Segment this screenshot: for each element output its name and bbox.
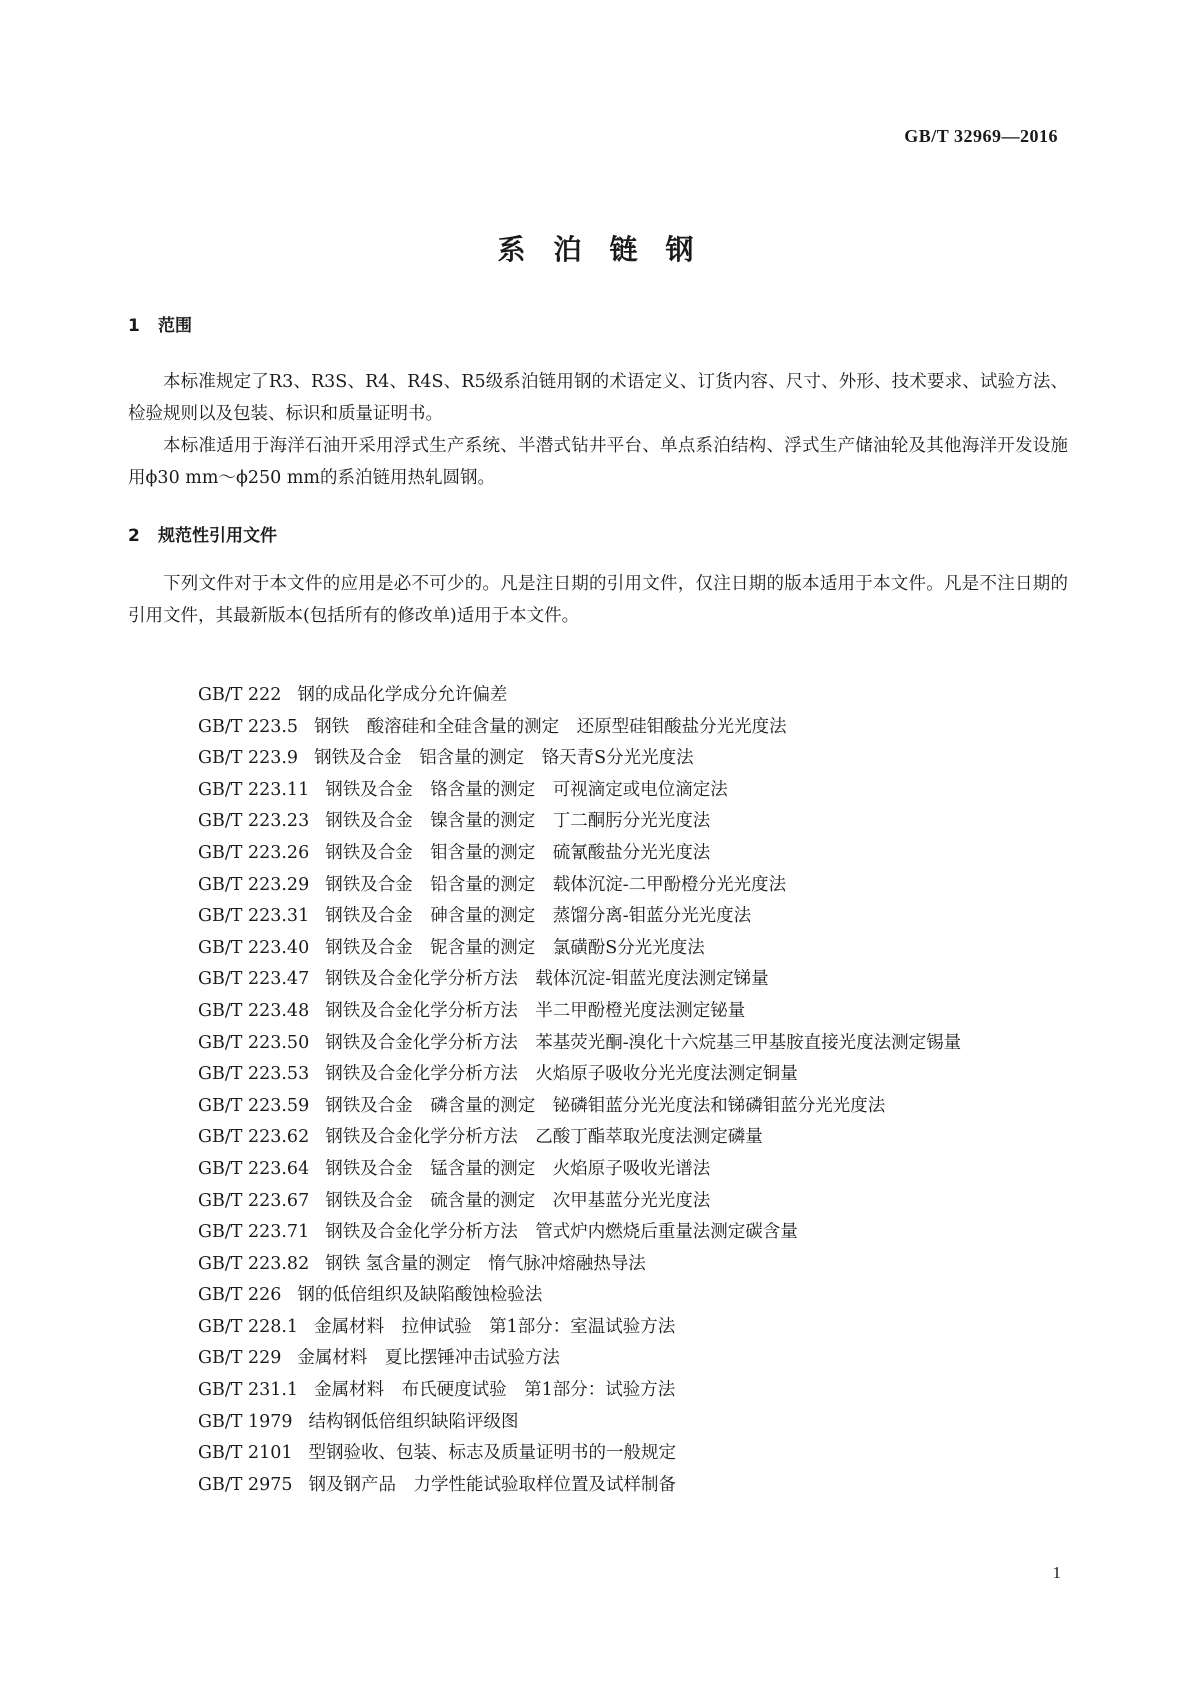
list-item — [128, 1028, 1068, 1060]
reference-title: 钢铁及合金化学分析方法 苯基荧光酮-溴化十六烷基三甲基胺直接光度法测定锡量 — [325, 1032, 962, 1053]
reference-title: 钢铁及合金 铝含量的测定 铬天青S分光光度法 — [314, 748, 694, 769]
list-item — [128, 743, 1068, 775]
reference-title: 钢及钢产品 力学性能试验取样位置及试样制备 — [308, 1474, 677, 1495]
section-1-heading — [128, 311, 192, 336]
reference-code: GB/T 2101 — [198, 1443, 293, 1464]
reference-code: GB/T 223.5 — [198, 716, 299, 737]
section-number: 2 — [128, 526, 140, 546]
list-item — [128, 1122, 1068, 1154]
scope-paragraph-1: 本标准规定了R3、R3S、R4、R4S、R5级系泊链用钢的术语定义、订货内容、尺寸、外形、技术要求、试验方法、检验规则以及包装、标识和质量证明书。 — [128, 372, 1068, 424]
reference-code: GB/T 223.23 — [198, 811, 310, 832]
list-item — [128, 1249, 1068, 1281]
reference-code: GB/T 223.64 — [198, 1158, 310, 1179]
list-item — [128, 1217, 1068, 1249]
document-title: 系泊链钢 — [497, 233, 722, 266]
list-item — [128, 1438, 1068, 1470]
reference-title: 钢铁及合金化学分析方法 管式炉内燃烧后重量法测定碳含量 — [325, 1222, 798, 1243]
reference-title: 钢的成品化学成分允许偏差 — [297, 685, 508, 705]
reference-title: 金属材料 布氏硬度试验 第1部分：试验方法 — [314, 1380, 676, 1401]
list-item — [128, 1407, 1068, 1439]
reference-code: GB/T 223.82 — [198, 1253, 310, 1274]
references-intro-paragraph: 下列文件对于本文件的应用是必不可少的。凡是注日期的引用文件，仅注日期的版本适用于本文件。凡是不注日期的引用文件，其最新版本(包括所有的修改单)适用于本文件。 — [128, 574, 1068, 626]
list-item — [128, 1312, 1068, 1344]
list-item — [128, 712, 1068, 744]
reference-title: 钢铁及合金 砷含量的测定 蒸馏分离-钼蓝分光光度法 — [325, 906, 752, 927]
list-item — [128, 933, 1068, 965]
reference-code: GB/T 223.67 — [198, 1190, 310, 1211]
reference-code: GB/T 223.71 — [198, 1222, 310, 1243]
reference-title: 钢铁及合金化学分析方法 乙酸丁酯萃取光度法测定磷量 — [325, 1127, 763, 1148]
reference-code: GB/T 223.62 — [198, 1127, 310, 1148]
list-item — [128, 901, 1068, 933]
section-2-heading — [128, 521, 277, 546]
reference-title: 钢铁及合金 铬含量的测定 可视滴定或电位滴定法 — [325, 779, 728, 800]
section-number: 1 — [128, 316, 140, 336]
list-item — [128, 1343, 1068, 1375]
reference-code: GB/T 223.31 — [198, 906, 310, 927]
reference-title: 钢铁及合金 磷含量的测定 铋磷钼蓝分光光度法和锑磷钼蓝分光光度法 — [325, 1095, 886, 1116]
reference-title: 钢铁及合金化学分析方法 载体沉淀-钼蓝光度法测定锑量 — [325, 969, 769, 990]
reference-title: 型钢验收、包装、标志及质量证明书的一般规定 — [308, 1443, 677, 1464]
list-item — [128, 806, 1068, 838]
reference-title: 结构钢低倍组织缺陷评级图 — [308, 1411, 519, 1432]
list-item — [128, 964, 1068, 996]
reference-code: GB/T 223.59 — [198, 1095, 310, 1116]
page-number: 1 — [1052, 1563, 1061, 1582]
reference-code: GB/T 223.11 — [198, 779, 310, 800]
standard-code: GB/T 32969—2016 — [904, 126, 1058, 146]
reference-code: GB/T 223.9 — [198, 748, 299, 769]
reference-title: 钢铁及合金化学分析方法 半二甲酚橙光度法测定铋量 — [325, 1000, 746, 1021]
reference-title: 钢铁及合金 镍含量的测定 丁二酮肟分光光度法 — [325, 811, 711, 832]
reference-title: 钢铁及合金 铅含量的测定 载体沉淀-二甲酚橙分光光度法 — [325, 874, 787, 895]
list-item — [128, 996, 1068, 1028]
reference-code: GB/T 222 — [198, 685, 282, 705]
reference-code: GB/T 229 — [198, 1348, 282, 1369]
reference-list — [128, 680, 1068, 1501]
list-item — [128, 1186, 1068, 1218]
reference-title: 金属材料 夏比摆锤冲击试验方法 — [297, 1348, 560, 1369]
reference-code: GB/T 226 — [198, 1285, 282, 1306]
reference-title: 钢铁及合金 硫含量的测定 次甲基蓝分光光度法 — [325, 1190, 711, 1211]
list-item — [128, 1059, 1068, 1091]
reference-title: 钢铁及合金 钼含量的测定 硫氰酸盐分光光度法 — [325, 842, 711, 863]
reference-title: 钢铁 酸溶硅和全硅含量的测定 还原型硅钼酸盐分光光度法 — [314, 716, 787, 737]
reference-code: GB/T 228.1 — [198, 1316, 299, 1337]
list-item — [128, 1091, 1068, 1123]
reference-code: GB/T 223.48 — [198, 1000, 310, 1021]
reference-code: GB/T 223.29 — [198, 874, 310, 895]
list-item — [128, 1280, 1068, 1312]
list-item — [128, 1375, 1068, 1407]
list-item — [128, 1470, 1068, 1502]
list-item — [128, 1154, 1068, 1186]
reference-code: GB/T 1979 — [198, 1411, 293, 1432]
reference-code: GB/T 223.53 — [198, 1064, 310, 1085]
reference-title: 金属材料 拉伸试验 第1部分：室温试验方法 — [314, 1316, 676, 1337]
reference-code: GB/T 223.50 — [198, 1032, 310, 1053]
reference-code: GB/T 223.47 — [198, 969, 310, 990]
list-item — [128, 775, 1068, 807]
reference-code: GB/T 223.40 — [198, 937, 310, 958]
reference-code: GB/T 2975 — [198, 1474, 293, 1495]
list-item — [128, 680, 1068, 712]
reference-title: 钢铁及合金化学分析方法 火焰原子吸收分光光度法测定铜量 — [325, 1064, 798, 1085]
section-title: 规范性引用文件 — [158, 526, 277, 546]
section-title: 范围 — [158, 316, 192, 336]
reference-title: 钢铁 氢含量的测定 惰气脉冲熔融热导法 — [325, 1253, 646, 1274]
reference-code: GB/T 223.26 — [198, 842, 310, 863]
list-item — [128, 870, 1068, 902]
reference-title: 钢铁及合金 锰含量的测定 火焰原子吸收光谱法 — [325, 1158, 711, 1179]
reference-title: 钢的低倍组织及缺陷酸蚀检验法 — [297, 1285, 543, 1306]
list-item — [128, 838, 1068, 870]
reference-code: GB/T 231.1 — [198, 1380, 299, 1401]
scope-paragraph-2: 本标准适用于海洋石油开采用浮式生产系统、半潜式钻井平台、单点系泊结构、浮式生产储油轮及其他海洋开发设施用ϕ30 mm～ϕ250 mm的系泊链用热轧圆钢。 — [128, 436, 1068, 488]
reference-title: 钢铁及合金 铌含量的测定 氯磺酚S分光光度法 — [325, 937, 705, 958]
